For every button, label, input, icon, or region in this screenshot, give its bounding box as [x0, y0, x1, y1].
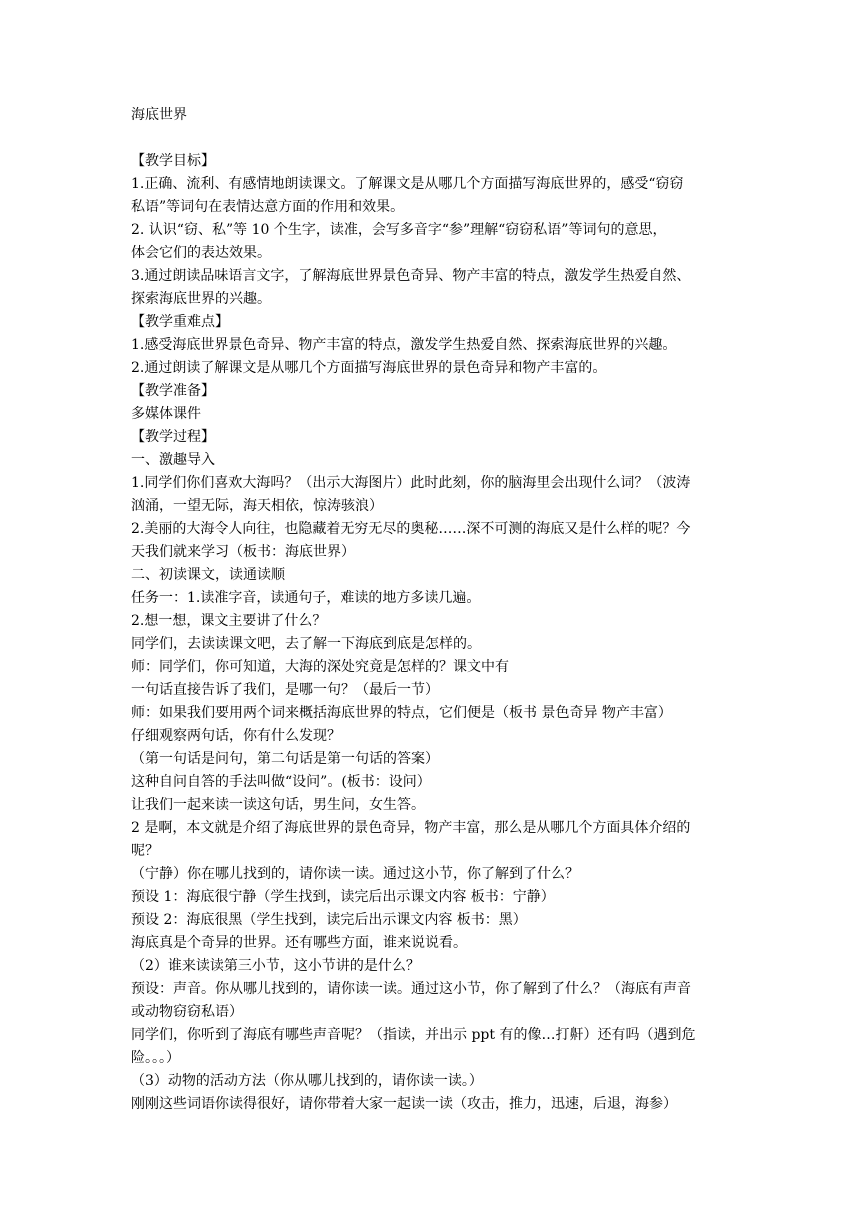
text-line: 2.通过朗读了解课文是从哪几个方面描写海底世界的景色奇异和物产丰富的。: [131, 360, 607, 376]
text-line: 3.通过朗读品味语言文字，了解海底世界景色奇异、物产丰富的特点，激发学生热爱自然、: [131, 268, 691, 284]
text-line: 多媒体课件: [131, 406, 201, 422]
text-line: （宁静）你在哪儿找到的，请你读一读。通过这小节，你了解到了什么？: [131, 866, 579, 882]
text-line: 一句话直接告诉了我们，是哪一句？（最后一节）: [131, 682, 439, 698]
text-line: 1.同学们你们喜欢大海吗？（出示大海图片）此时此刻，你的脑海里会出现什么词？（波涛: [131, 475, 691, 491]
text-line: 【教学准备】: [131, 383, 215, 399]
document-page: [131, 104, 736, 1116]
text-line: 仔细观察两句话，你有什么发现？: [131, 728, 341, 744]
text-line: 师：同学们，你可知道，大海的深处究竟是怎样的？课文中有: [131, 659, 509, 675]
text-line: 私语”等词句在表情达意方面的作用和效果。: [131, 199, 405, 215]
text-line: 同学们，去读读课文吧，去了解一下海底到底是怎样的。: [131, 636, 481, 652]
text-line: 呢？: [131, 843, 159, 859]
document-body: [131, 150, 736, 1116]
text-line: 天我们就来学习（板书：海底世界）: [131, 544, 355, 560]
text-line: 预设 1：海底很宁静（学生找到，读完后出示课文内容 板书：宁静）: [131, 889, 555, 905]
text-line: 汹涌，一望无际，海天相依，惊涛骇浪）: [131, 498, 383, 514]
text-line: 2 是啊，本文就是介绍了海底世界的景色奇异，物产丰富，那么是从哪几个方面具体介绍的: [131, 820, 691, 836]
text-line: 预设：声音。你从哪儿找到的，请你读一读。通过这小节，你了解到了什么？（海底有声音: [131, 981, 691, 997]
document-title: 海底世界: [131, 107, 187, 123]
text-line: （3）动物的活动方法（你从哪儿找到的，请你读一读。）: [131, 1073, 483, 1089]
text-line: 海底真是个奇异的世界。还有哪些方面，谁来说说看。: [131, 935, 467, 951]
text-line: 体会它们的表达效果。: [131, 245, 271, 261]
text-line: 1.感受海底世界景色奇异、物产丰富的特点，激发学生热爱自然、探索海底世界的兴趣。: [131, 337, 677, 353]
text-line: 二、初读课文，读通读顺: [131, 567, 285, 583]
text-line: 险。。。）: [131, 1050, 180, 1066]
text-line: 师：如果我们要用两个词来概括海底世界的特点，它们便是（板书 景色奇异 物产丰富）: [131, 705, 672, 721]
text-line: 任务一：1.读准字音，读通句子，难读的地方多读几遍。: [131, 590, 481, 606]
text-line: 【教学重难点】: [131, 314, 229, 330]
text-line: 2. 认识“窃、私”等 10 个生字，读准，会写多音字“参”理解“窃窃私语”等词句的意思，: [131, 222, 667, 238]
text-line: 1.正确、流利、有感情地朗读课文。了解课文是从哪几个方面描写海底世界的，感受“窃窃: [131, 176, 684, 192]
text-line: 这种自问自答的手法叫做“设问”。(板书：设问）: [131, 774, 431, 790]
text-line: 预设 2：海底很黑（学生找到，读完后出示课文内容 板书：黑）: [131, 912, 527, 928]
text-line: 2.美丽的大海令人向往，也隐藏着无穷无尽的奥秘……深不可测的海底又是什么样的呢？今: [131, 521, 691, 537]
text-line: 同学们，你听到了海底有哪些声音呢？（指读，并出示 ppt 有的像…打鼾）还有吗（遇到危: [131, 1027, 696, 1043]
text-line: 2.想一想，课文主要讲了什么？: [131, 613, 327, 629]
text-line: （第一句话是问句，第二句话是第一句话的答案）: [131, 751, 439, 767]
text-line: 刚刚这些词语你读得很好，请你带着大家一起读一读（攻击，推力，迅速，后退，海参）: [131, 1096, 677, 1112]
text-line: 【教学过程】: [131, 429, 215, 445]
text-line: 探索海底世界的兴趣。: [131, 291, 271, 307]
text-line: 【教学目标】: [131, 153, 215, 169]
text-line: 或动物窃窃私语）: [131, 1004, 243, 1020]
text-line: （2）谁来读读第三小节，这小节讲的是什么？: [131, 958, 420, 974]
text-line: 让我们一起来读一读这句话，男生问，女生答。: [131, 797, 425, 813]
text-line: 一、激趣导入: [131, 452, 215, 468]
